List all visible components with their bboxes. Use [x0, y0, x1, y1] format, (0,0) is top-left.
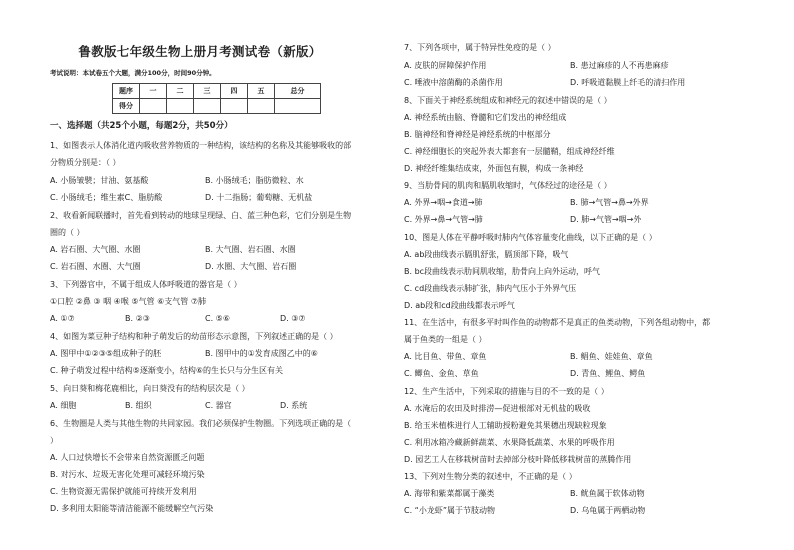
question-9: 9、当肋骨间的肌肉和膈肌收缩时，气体经过的途径是（ ） — [404, 181, 612, 190]
table-cell: 总分 — [275, 84, 321, 99]
option-c: C. 鲫鱼、金鱼、草鱼 — [404, 369, 479, 378]
option-d: D. 肺→气管→咽→外 — [570, 215, 642, 224]
question-2: 2、收看新闻联播时，首先看到转动的地球呈现绿、白、蓝三种色彩，它们分别是生物 — [50, 211, 352, 220]
option-a: A. ab段曲线表示膈肌舒张，膈顶部下降，吸气 — [404, 250, 569, 259]
option-b: B. 鱿鱼属于软体动物 — [570, 489, 645, 498]
question-6: 6、生物圈是人类与其他生物的共同家园。我们必须保护生物圈。下列选项正确的是（ — [50, 419, 352, 428]
option-b: B. 组织 — [125, 401, 152, 410]
option-d: D. 呼吸道黏膜上纤毛的清扫作用 — [570, 78, 686, 87]
option-b: B. 鲳鱼、娃娃鱼、章鱼 — [570, 352, 653, 361]
question-12: 12、生产生活中，下列采取的措施与目的不一致的是（ ） — [404, 387, 609, 396]
option-a: A. 皮肤的屏障保护作用 — [404, 61, 487, 70]
option-d: D. ab段和cd段曲线都表示呼气 — [404, 301, 515, 310]
option-a: A. 细胞 — [50, 401, 77, 410]
option-b: B. 给玉米植株进行人工辅助授粉避免其果穗出现缺粒现象 — [404, 421, 607, 430]
option-b: B. bc段曲线表示肋间肌收缩，肋骨向上向外运动，呼气 — [404, 267, 601, 276]
option-a: A. 图甲中①②③⑤组成种子的胚 — [50, 349, 162, 358]
option-a: A. ①⑦ — [50, 314, 75, 323]
option-b: B. ②③ — [125, 314, 150, 323]
question-13: 13、下列对生物分类的叙述中，不正确的是（ ） — [404, 472, 577, 481]
question-6-cont: ） — [50, 436, 58, 445]
option-c: C. cd段曲线表示肺扩张，肺内气压小于外界气压 — [404, 284, 577, 293]
option-b: B. 小肠绒毛；脂肪微粒、水 — [205, 176, 304, 185]
table-cell — [248, 99, 275, 114]
table-cell — [140, 99, 167, 114]
option-c: C. 生物资源无需保护就能可持续开发利用 — [50, 487, 197, 496]
option-d: D. 系统 — [280, 401, 308, 410]
option-b: B. 对污水、垃圾无害化处理可减轻环境污染 — [50, 470, 205, 479]
question-10: 10、图是人体在平静呼吸时肺内气体容量变化曲线，以下正确的是（ ） — [404, 233, 657, 242]
table-cell: 一 — [140, 84, 167, 99]
option-d: D. 多利用太阳能等清洁能源不能缓解空气污染 — [50, 504, 214, 513]
option-b: B. 肺→气管→鼻→外界 — [570, 198, 649, 207]
option-c: C. ⑤⑥ — [205, 314, 231, 323]
option-b: B. 患过麻疹的人不再患麻疹 — [570, 61, 669, 70]
option-b: B. 脑神经和脊神经是神经系统的中枢部分 — [404, 130, 551, 139]
option-a: A. 小肠皱襞；甘油、氨基酸 — [50, 176, 149, 185]
option-d: D. 乌龟属于两栖动物 — [570, 506, 646, 515]
option-d: D. 青鱼、鲤鱼、鳄鱼 — [570, 369, 646, 378]
option-c: C. “小龙虾”属于节肢动物 — [404, 506, 495, 515]
table-cell: 得分 — [113, 99, 140, 114]
option-a: A. 神经系统由脑、脊髓和它们发出的神经组成 — [404, 113, 567, 122]
option-a: A. 海带和紫菜都属于藻类 — [404, 489, 495, 498]
option-b: B. 大气圈、岩石圈、水圈 — [205, 245, 296, 254]
score-table — [112, 83, 321, 114]
exam-note: 考试说明：本试卷五个大题，满分100分，时间90分钟。 — [50, 69, 216, 77]
table-cell: 二 — [167, 84, 194, 99]
option-c: C. 种子萌发过程中结构⑤逐渐变小，结构⑥的生长只与分生区有关 — [50, 366, 284, 375]
option-d: D. 神经纤维集结成束，外面包有膜，构成一条神经 — [404, 164, 584, 173]
question-1: 1、如图表示人体消化道内吸收营养物质的一种结构，该结构的名称及其能够吸收的部 — [50, 141, 352, 150]
option-a: A. 比目鱼、带鱼、章鱼 — [404, 352, 487, 361]
option-a: A. 岩石圈、大气圈、水圈 — [50, 245, 141, 254]
question-1-cont: 分物质分别是：（ ） — [50, 158, 121, 167]
option-a: A. 水淹后的农田及时排涝—促进根部对无机盐的吸收 — [404, 404, 591, 413]
question-4: 4、如图为菜豆种子结构和种子萌发后的幼苗形态示意图，下列叙述正确的是（ ） — [50, 332, 338, 341]
table-cell — [194, 99, 221, 114]
option-c: C. 岩石圈、水圈、大气圈 — [50, 262, 141, 271]
question-2-cont: 圈的（ ） — [50, 228, 85, 237]
table-cell — [221, 99, 248, 114]
option-a: A. 外界→咽→食道→肺 — [404, 198, 483, 207]
table-row — [113, 99, 321, 114]
option-a: A. 人口过快增长不会带来自然资源匮乏问题 — [50, 453, 205, 462]
option-d: D. 园艺工人在移栽树苗时去掉部分枝叶降低移栽树苗的蒸腾作用 — [404, 455, 632, 464]
question-5: 5、向日葵和梅花鹿相比，向日葵没有的结构层次是（ ） — [50, 384, 250, 393]
question-3-items: ①口腔 ②鼻 ③ 咽 ④喉 ⑤气管 ⑥支气管 ⑦肺 — [50, 297, 207, 306]
table-cell: 题序 — [113, 84, 140, 99]
option-d: D. 水圈、大气圈、岩石圈 — [205, 262, 297, 271]
option-c: C. 器官 — [205, 401, 232, 410]
table-cell — [167, 99, 194, 114]
option-c: C. 外界→鼻→气管→肺 — [404, 215, 483, 224]
table-cell: 三 — [194, 84, 221, 99]
option-d: D. ③⑦ — [280, 314, 306, 323]
question-3: 3、下列器官中，不属于组成人体呼吸道的器官是（ ） — [50, 280, 242, 289]
question-8: 8、下面关于神经系统组成和神经元的叙述中错误的是（ ） — [404, 96, 612, 105]
page-title: 鲁教版七年级生物上册月考测试卷（新版） — [78, 44, 322, 59]
option-b: B. 图甲中的①发育成图乙中的⑥ — [205, 349, 318, 358]
table-cell — [275, 99, 321, 114]
option-c: C. 利用冰箱冷藏新鲜蔬菜、水果降低蔬菜、水果的呼吸作用 — [404, 438, 615, 447]
option-c: C. 唾液中溶菌酶的杀菌作用 — [404, 78, 503, 87]
question-11-cont: 属于鱼类的一组是（ ） — [404, 335, 487, 344]
section-heading: 一、选择题（共25个小题，每题2分，共50分） — [50, 121, 233, 131]
question-7: 7、下列各项中，属于特异性免疫的是（ ） — [404, 43, 556, 52]
table-cell: 五 — [248, 84, 275, 99]
question-11: 11、在生活中，有很多平时叫作鱼的动物都不是真正的鱼类动物，下列各组动物中，都 — [404, 318, 711, 327]
option-c: C. 小肠绒毛；维生素C、脂肪酸 — [50, 193, 163, 202]
table-row — [113, 84, 321, 99]
option-c: C. 神经细胞长的突起外表大都套有一层髓鞘，组成神经纤维 — [404, 147, 615, 156]
option-d: D. 十二指肠；葡萄糖、无机盐 — [205, 193, 313, 202]
table-cell: 四 — [221, 84, 248, 99]
